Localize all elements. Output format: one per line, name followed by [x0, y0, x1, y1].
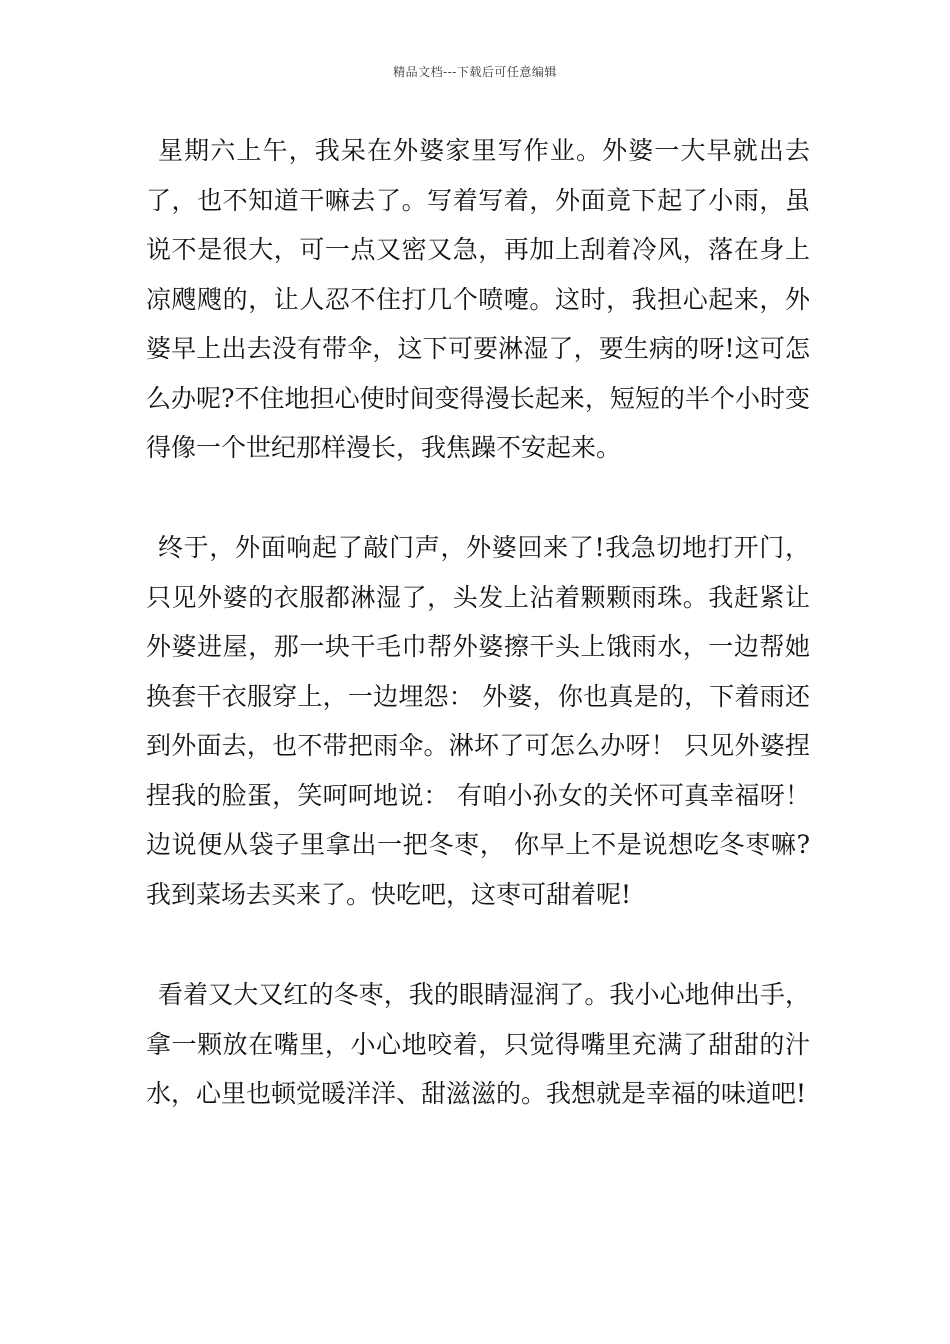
paragraph-2: 终于，外面响起了敲门声，外婆回来了!我急切地打开门，只见外婆的衣服都淋湿了，头发上沾着颗颗雨珠。我赶紧让外婆进屋，那一块干毛巾帮外婆擦干头上饿雨水，一边帮她换套干衣服穿上，一边埋怨： 外婆，你也真是的，下着雨还到外面去，也不带把雨伞。淋坏了可怎么办呀！ 只见外婆捏捏我的脸蛋，笑呵呵地说： 有咱小孙女的关怀可真幸福呀！ 边说便从袋子里拿出一把冬枣， 你早上不是说想吃冬枣嘛?我到菜场去买来了。快吃吧，这枣可甜着呢!	[146, 533, 810, 909]
page-header: 精品文档---下载后可任意编辑	[393, 65, 557, 79]
paragraph-1: 星期六上午，我呆在外婆家里写作业。外婆一大早就出去了，也不知道干嘛去了。写着写着，外面竟下起了小雨，虽说不是很大，可一点又密又急，再加上刮着冷风，落在身上凉飕飕的，让人忍不住打几个喷嚏。这时，我担心起来，外婆早上出去没有带伞，这下可要淋湿了，要生病的呀!这可怎么办呢?不住地担心使时间变得漫长起来，短短的半个小时变得像一个世纪那样漫长，我焦躁不安起来。	[146, 136, 810, 462]
paragraph-3: 看着又大又红的冬枣，我的眼睛湿润了。我小心地伸出手，拿一颗放在嘴里，小心地咬着，只觉得嘴里充满了甜甜的汁水，心里也顿觉暖洋洋、甜滋滋的。我想就是幸福的味道吧!	[146, 980, 810, 1108]
